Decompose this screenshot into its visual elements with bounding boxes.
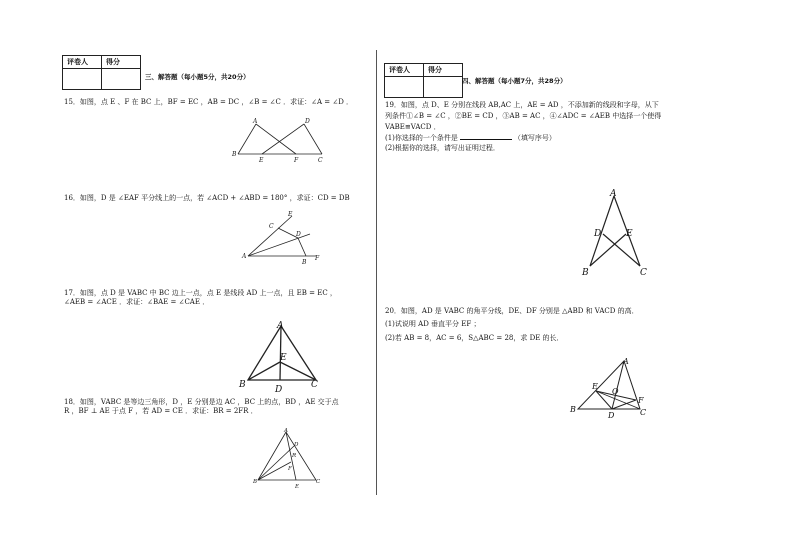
label-D: D: [275, 385, 283, 395]
question-17-line2: ∠AEB = ∠ACE ．求证：∠BAE = ∠CAE ．: [64, 298, 210, 307]
question-16-text: 16．如图，D 是 ∠EAF 平分线上的一点，若 ∠ACD + ∠ABD = 180° ，求证：CD = DB: [64, 194, 350, 202]
part1-hint: （填写序号）: [513, 133, 556, 142]
label-B: B: [582, 268, 589, 278]
label-E: E: [259, 157, 264, 164]
reviewer-cell[interactable]: [385, 77, 424, 98]
label-C: C: [640, 268, 647, 278]
label-B: B: [570, 405, 576, 414]
question-19-part2: (2)根据你的选择，请写出证明过程．: [385, 144, 500, 153]
label-F: F: [638, 396, 644, 405]
reviewer-header: 评卷人: [63, 56, 102, 69]
question-18-line1: 18．如图，VABC 是等边三角形，D ，E 分别是边 AC ，BC 上的点，BD ，AE 交于点: [64, 398, 339, 406]
question-20-line2: (1)试说明 AD 垂直平分 EF ；: [385, 320, 481, 329]
label-E: E: [592, 382, 598, 391]
label-C: C: [311, 380, 318, 390]
figure-19: [578, 186, 658, 278]
label-D: D: [294, 442, 299, 448]
label-A: A: [242, 253, 247, 260]
answer-blank[interactable]: [460, 139, 512, 140]
question-17-line1: 17．如图，点 D 是 VABC 中 BC 边上一点，点 E 是线段 AD 上一点，且 EB = EC ，: [64, 289, 337, 297]
label-C: C: [269, 223, 274, 230]
figure-18: [250, 428, 330, 490]
label-E: E: [295, 484, 300, 490]
label-B: B: [232, 151, 237, 158]
question-19-part1: [385, 133, 661, 144]
label-O: O: [612, 387, 619, 396]
question-15-text: 15．如图，点 E 、F 在 BC 上，BF = EC ，AB = DC ，∠B = ∠C ．求证：∠A = ∠D ．: [64, 98, 354, 106]
question-18-text: [64, 398, 339, 417]
reviewer-header: 评卷人: [385, 64, 424, 77]
label-F: F: [294, 157, 299, 164]
label-B: B: [239, 380, 246, 390]
label-B: B: [302, 259, 307, 266]
question-19-text: [385, 100, 661, 154]
label-F: F: [288, 466, 292, 472]
score-header: 得分: [102, 56, 141, 69]
label-C: C: [316, 479, 321, 485]
score-table-left: [62, 55, 141, 90]
question-19-line3: VABE≌VACD ．: [385, 122, 441, 131]
question-20-text: [385, 305, 639, 345]
label-B: B: [253, 479, 258, 485]
section-title-3: 三、解答题（每小题5分，共20分）: [145, 73, 250, 81]
question-19-line2: 列条件①∠B = ∠C ，②BE = CD ，③AB = AC ，④∠ADC = ∠AEB 中选择一个使得: [385, 111, 662, 120]
score-table-right: [384, 63, 463, 98]
question-18-line2: R ，BF ⊥ AE 于点 F ，若 AD = CE ．求证：BR = 2FR ．: [64, 407, 258, 416]
question-17-text: [64, 289, 337, 308]
part1-prompt: (1)你选择的一个条件是: [385, 133, 458, 142]
label-E: E: [280, 353, 287, 363]
question-20-line3: (2)若 AB = 8，AC = 6，S△ABC = 28，求 DE 的长．: [385, 333, 564, 342]
score-header: 得分: [424, 64, 463, 77]
score-cell[interactable]: [102, 69, 141, 90]
label-F: F: [315, 255, 320, 262]
label-A: A: [284, 428, 288, 434]
label-D: D: [594, 229, 602, 239]
question-20-line1: 20．如图，AD 是 VABC 的角平分线，DE、DF 分别是 △ABD 和 VACD 的高．: [385, 307, 639, 315]
label-D: D: [296, 231, 301, 238]
score-cell[interactable]: [424, 77, 463, 98]
label-D: D: [608, 411, 615, 420]
label-A: A: [253, 118, 258, 125]
label-A: A: [277, 321, 284, 331]
figure-20: [568, 355, 660, 423]
figure-16: [240, 210, 340, 265]
label-E: E: [626, 229, 633, 239]
section-title-4: 四、解答题（每小题7分，共28分）: [462, 77, 567, 85]
label-D: D: [305, 118, 310, 125]
column-divider: [376, 50, 377, 495]
question-19-line1: 19．如图，点 D、E 分别在线段 AB,AC 上，AE = AD ，不添加新的线段和字母，从下: [385, 101, 659, 109]
label-A: A: [610, 189, 617, 199]
label-C: C: [640, 408, 647, 417]
label-A: A: [623, 357, 629, 366]
reviewer-cell[interactable]: [63, 69, 102, 90]
figure-17: [236, 320, 326, 395]
figure-15: [230, 118, 330, 168]
label-C: C: [318, 157, 323, 164]
label-E: E: [288, 211, 293, 218]
label-R: R: [292, 453, 297, 459]
